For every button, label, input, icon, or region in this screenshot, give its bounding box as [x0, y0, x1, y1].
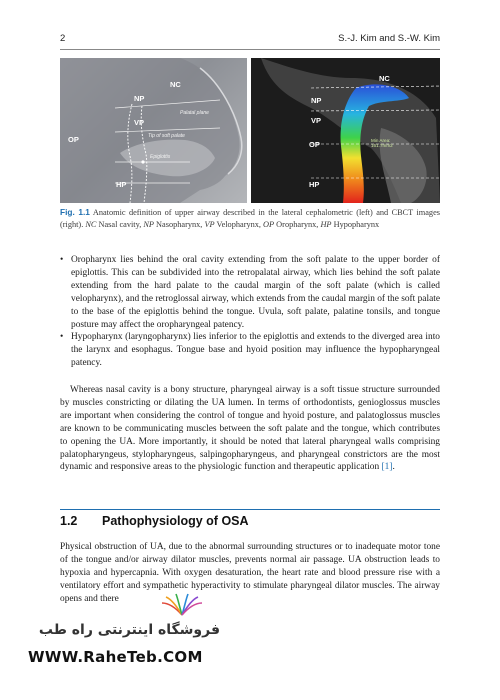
label-nc-left: NC	[170, 80, 181, 89]
label-op-left: OP	[68, 135, 79, 144]
page-header	[60, 33, 440, 47]
figure-1-1	[60, 58, 440, 203]
figure-caption: Fig. 1.1 Anatomic definition of upper airway described in the lateral cephalometric (left) and CBCT images (right). NC Nasal cavity, NP Nasopharynx, VP Velopharynx, OP Oropharynx, HP Hypopharynx	[60, 207, 440, 229]
section-paragraph: Physical obstruction of UA, due to the abnormal surrounding structures or to inadequate motor tone of the tongue and/or airway dilator muscles, prevents normal air passage. UA obstruction leads to hypoxia and hypercapnia. With oxygen desaturation, the heart rate and blood pressure rise with a ventilatory effort and sympathetic hyperactivity to stimulate pharyngeal dilator muscles. The airway opens and there	[60, 542, 440, 604]
label-vp-left: VP	[134, 118, 145, 127]
label-nc-right: NC	[379, 74, 390, 83]
header-rule	[60, 49, 440, 50]
label-np-left: NP	[134, 94, 145, 103]
figure-number: Fig. 1.1	[60, 207, 90, 217]
bullet-oropharynx: • Oropharynx lies behind the oral cavity extending from the soft palate to the upper border of epiglottis. This can be subdivided into the retropalatal airway, which lies behind the soft palate extending from the hard palate to the caudal margin of the soft palate (which is called velopharynx), and the retroglossal airway, which extends from the caudal margin of the soft palate to the base of the epiglottis behind the tongue. Uvula, soft palate, palatine tonsils, and tongue posture may affect the oropharyngeal patency.	[60, 255, 440, 330]
running-head-authors: S.-J. Kim and S.-W. Kim	[338, 33, 440, 44]
bullet-icon: •	[60, 255, 64, 265]
label-np-right: NP	[311, 96, 322, 105]
label-epiglottis: Epiglottis	[150, 154, 171, 160]
section-title: Pathophysiology of OSA	[102, 514, 249, 528]
section-rule	[60, 509, 440, 510]
bullet-hypopharynx: • Hypopharynx (laryngopharynx) lies inferior to the epiglottis and extends to the diverged area into the larynx and esophagus. Tongue base and hyoid position may influence the hypopharyngeal patency.	[60, 332, 440, 369]
section-heading	[60, 514, 440, 530]
cephalometric-drawing	[60, 58, 247, 203]
label-vp-right: VP	[311, 116, 322, 125]
bullet-list	[60, 254, 440, 370]
section-number: 1.2	[60, 514, 78, 528]
label-tip-of-soft-palate: Tip of soft palate	[148, 133, 185, 139]
page-number: 2	[60, 33, 66, 44]
label-hp-right: HP	[309, 180, 320, 189]
cephalometric-image	[60, 58, 247, 203]
watermark-url[interactable]: WWW.RaheTeb.COM	[28, 648, 203, 666]
label-palatal-plane: Palatal plane	[180, 110, 209, 116]
cbct-drawing	[251, 58, 440, 203]
bullet-icon: •	[60, 332, 64, 343]
label-hp-left: HP	[116, 180, 127, 189]
watermark-persian: فروشگاه اینترنتی راه طب	[38, 622, 220, 638]
book-logo-icon	[160, 593, 204, 617]
citation-link[interactable]: [1]	[381, 462, 393, 473]
label-min-area: Min Area: 161.7mm2	[371, 138, 393, 149]
label-op-right: OP	[309, 140, 320, 149]
body-paragraph: Whereas nasal cavity is a bony structure, pharyngeal airway is a soft tissue structure surrounded by muscles constricting or dilating the UA lumen. In terms of orthodontists, genioglossus muscles are important when considering the control of tongue and hyoid posture, and palatoglossus muscles are known to be communicating muscles between the soft palate and the tongue, which contributes to opening the UA. More importantly, it should be noted that lateral pharyngeal walls comprising palatopharyngeus, stylopharyngeus, salpingopharyngeus, and pharyngeal constrictors are the most dynamic and responsive areas to the physiologic function and therapeutic application [1].	[60, 385, 440, 473]
cbct-image	[251, 58, 440, 203]
